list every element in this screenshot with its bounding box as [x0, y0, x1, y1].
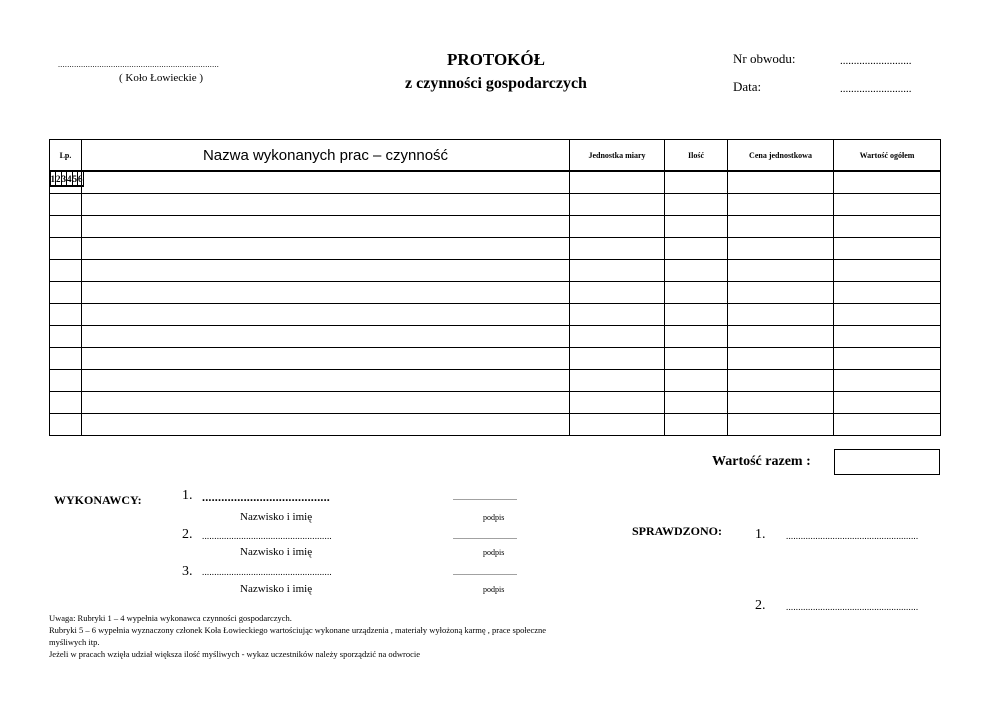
- works-table: [49, 139, 941, 436]
- table-cell[interactable]: [728, 194, 834, 216]
- sprawdzono-1-field[interactable]: ......................................................: [786, 531, 919, 541]
- table-cell[interactable]: [50, 414, 82, 436]
- table-cell[interactable]: [665, 370, 728, 392]
- table-cell[interactable]: [728, 238, 834, 260]
- note-line-3: myśliwych itp.: [49, 637, 100, 647]
- table-row: [50, 414, 941, 436]
- wykonawca-1-name-caption: Nazwisko i imię: [240, 511, 313, 523]
- table-cell[interactable]: [834, 414, 941, 436]
- table-cell[interactable]: [728, 282, 834, 304]
- table-cell[interactable]: [728, 216, 834, 238]
- table-cell[interactable]: [665, 414, 728, 436]
- table-row: [50, 392, 941, 414]
- table-cell[interactable]: [834, 282, 941, 304]
- table-cell[interactable]: [834, 392, 941, 414]
- table-cell[interactable]: [82, 326, 570, 348]
- table-cell[interactable]: [570, 172, 665, 194]
- table-cell[interactable]: [728, 304, 834, 326]
- table-cell[interactable]: [728, 348, 834, 370]
- table-header-row: [50, 140, 941, 171]
- sprawdzono-2-number: 2.: [755, 598, 766, 613]
- note-line-1: Uwaga: Rubryki 1 – 4 wypełnia wykonawca czynności gospodarczych.: [49, 613, 292, 623]
- table-row: [50, 304, 941, 326]
- table-cell[interactable]: [82, 194, 570, 216]
- header-ilosc: Ilość: [665, 140, 728, 171]
- table-number-row: [50, 171, 84, 187]
- table-cell[interactable]: [50, 348, 82, 370]
- table-cell[interactable]: [665, 282, 728, 304]
- note-line-2: Rubryki 5 – 6 wypełnia wyznaczony członek Koła Łowieckiego wartościując wykonane urządzenia , materiały wyłożoną karmę , prace społeczne: [49, 625, 547, 635]
- table-cell[interactable]: [82, 304, 570, 326]
- table-cell[interactable]: [82, 414, 570, 436]
- table-cell[interactable]: [834, 348, 941, 370]
- table-cell[interactable]: [728, 414, 834, 436]
- table-cell[interactable]: [82, 172, 570, 194]
- table-cell[interactable]: [728, 370, 834, 392]
- wykonawca-2-name-field[interactable]: .....................................................: [202, 531, 332, 541]
- table-cell[interactable]: [50, 216, 82, 238]
- table-cell[interactable]: [82, 348, 570, 370]
- col-number-2: 2: [56, 172, 62, 187]
- header-wartosc: Wartość ogółem: [834, 140, 941, 171]
- table-cell[interactable]: [834, 260, 941, 282]
- header-nazwa: Nazwa wykonanych prac – czynność: [82, 140, 570, 171]
- table-cell[interactable]: [570, 194, 665, 216]
- kolo-label: ( Koło Łowieckie ): [119, 72, 203, 84]
- table-cell[interactable]: [82, 370, 570, 392]
- table-body: [50, 172, 941, 436]
- header-jednostka: Jednostka miary: [570, 140, 665, 171]
- wykonawca-3-number: 3.: [182, 564, 193, 579]
- total-label: Wartość razem :: [712, 454, 811, 469]
- table-cell[interactable]: [665, 216, 728, 238]
- table-cell[interactable]: [570, 282, 665, 304]
- table-cell[interactable]: [50, 238, 82, 260]
- table-row: [50, 260, 941, 282]
- table-cell[interactable]: [834, 304, 941, 326]
- table-cell[interactable]: [834, 194, 941, 216]
- table-cell[interactable]: [665, 194, 728, 216]
- col-number-3: 3: [61, 172, 67, 187]
- table-cell[interactable]: [570, 370, 665, 392]
- table-cell[interactable]: [665, 260, 728, 282]
- nr-obwodu-label: Nr obwodu:: [733, 51, 796, 66]
- table-cell[interactable]: [665, 172, 728, 194]
- header-cena: Cena jednostkowa: [728, 140, 834, 171]
- table-cell[interactable]: [570, 260, 665, 282]
- table-cell[interactable]: [834, 216, 941, 238]
- table-row: [50, 282, 941, 304]
- table-cell[interactable]: [570, 414, 665, 436]
- wykonawca-3-signature-caption: podpis: [483, 585, 505, 594]
- table-cell[interactable]: [50, 282, 82, 304]
- table-cell[interactable]: [82, 216, 570, 238]
- sprawdzono-2-field[interactable]: ......................................................: [786, 602, 919, 612]
- table-row: [50, 216, 941, 238]
- wykonawca-2-signature-caption: podpis: [483, 548, 505, 557]
- table-cell[interactable]: [834, 172, 941, 194]
- table-cell[interactable]: [834, 238, 941, 260]
- table-cell[interactable]: [570, 326, 665, 348]
- document-title: PROTOKÓŁ: [447, 50, 545, 69]
- table-row: [50, 326, 941, 348]
- table-cell[interactable]: [665, 348, 728, 370]
- table-cell[interactable]: [82, 260, 570, 282]
- col-number-6: 6: [78, 172, 84, 187]
- nr-obwodu-field[interactable]: ..........................: [840, 55, 912, 67]
- wykonawcy-label: WYKONAWCY:: [54, 493, 142, 507]
- date-label: Data:: [733, 79, 762, 94]
- table-cell[interactable]: [570, 392, 665, 414]
- table-cell[interactable]: [82, 238, 570, 260]
- table-cell[interactable]: [728, 326, 834, 348]
- table-cell[interactable]: [728, 172, 834, 194]
- document-subtitle: z czynności gospodarczych: [405, 75, 587, 92]
- sprawdzono-1-number: 1.: [755, 527, 766, 542]
- kolo-dotted-line: ......................................................................: [58, 60, 219, 69]
- table-row: [50, 172, 941, 194]
- table-cell[interactable]: [50, 326, 82, 348]
- table-cell[interactable]: [50, 194, 82, 216]
- wykonawca-3-name-field[interactable]: .....................................................: [202, 567, 332, 577]
- table-cell[interactable]: [570, 304, 665, 326]
- table-row: [50, 194, 941, 216]
- date-field[interactable]: ..........................: [840, 83, 912, 95]
- wykonawca-1-number: 1.: [182, 488, 193, 503]
- table-cell[interactable]: [728, 392, 834, 414]
- table-cell[interactable]: [50, 370, 82, 392]
- table-cell[interactable]: [834, 370, 941, 392]
- table-row: [50, 370, 941, 392]
- table-row: [50, 238, 941, 260]
- col-number-1: 1: [50, 172, 56, 187]
- wykonawca-1-signature-caption: podpis: [483, 513, 505, 522]
- total-value-field[interactable]: [834, 449, 940, 475]
- table-cell[interactable]: [665, 326, 728, 348]
- col-number-5: 5: [72, 172, 78, 187]
- header-lp: Lp.: [50, 140, 82, 171]
- wykonawca-1-signature-field[interactable]: ................................: [453, 493, 517, 502]
- sprawdzono-label: SPRAWDZONO:: [632, 524, 723, 538]
- note-line-4: Jeżeli w pracach wzięła udział większa ilość myśliwych - wykaz uczestników należy sporządzić na odwrocie: [49, 649, 421, 659]
- table-cell[interactable]: [570, 348, 665, 370]
- table-cell[interactable]: [665, 392, 728, 414]
- table-cell[interactable]: [665, 304, 728, 326]
- wykonawca-3-name-caption: Nazwisko i imię: [240, 583, 313, 595]
- wykonawca-2-signature-field[interactable]: ................................: [453, 532, 517, 541]
- table-cell[interactable]: [728, 260, 834, 282]
- table-cell[interactable]: [665, 238, 728, 260]
- wykonawca-3-signature-field[interactable]: ................................: [453, 568, 517, 577]
- table-cell[interactable]: [570, 216, 665, 238]
- col-number-4: 4: [67, 172, 73, 187]
- wykonawca-1-name-field[interactable]: ........................................: [202, 490, 330, 504]
- table-cell[interactable]: [50, 260, 82, 282]
- table-cell[interactable]: [50, 304, 82, 326]
- table-cell[interactable]: [834, 326, 941, 348]
- wykonawca-2-name-caption: Nazwisko i imię: [240, 546, 313, 558]
- table-row: [50, 348, 941, 370]
- table-cell[interactable]: [50, 392, 82, 414]
- table-cell[interactable]: [82, 282, 570, 304]
- wykonawca-2-number: 2.: [182, 527, 193, 542]
- table-cell[interactable]: [82, 392, 570, 414]
- table-cell[interactable]: [570, 238, 665, 260]
